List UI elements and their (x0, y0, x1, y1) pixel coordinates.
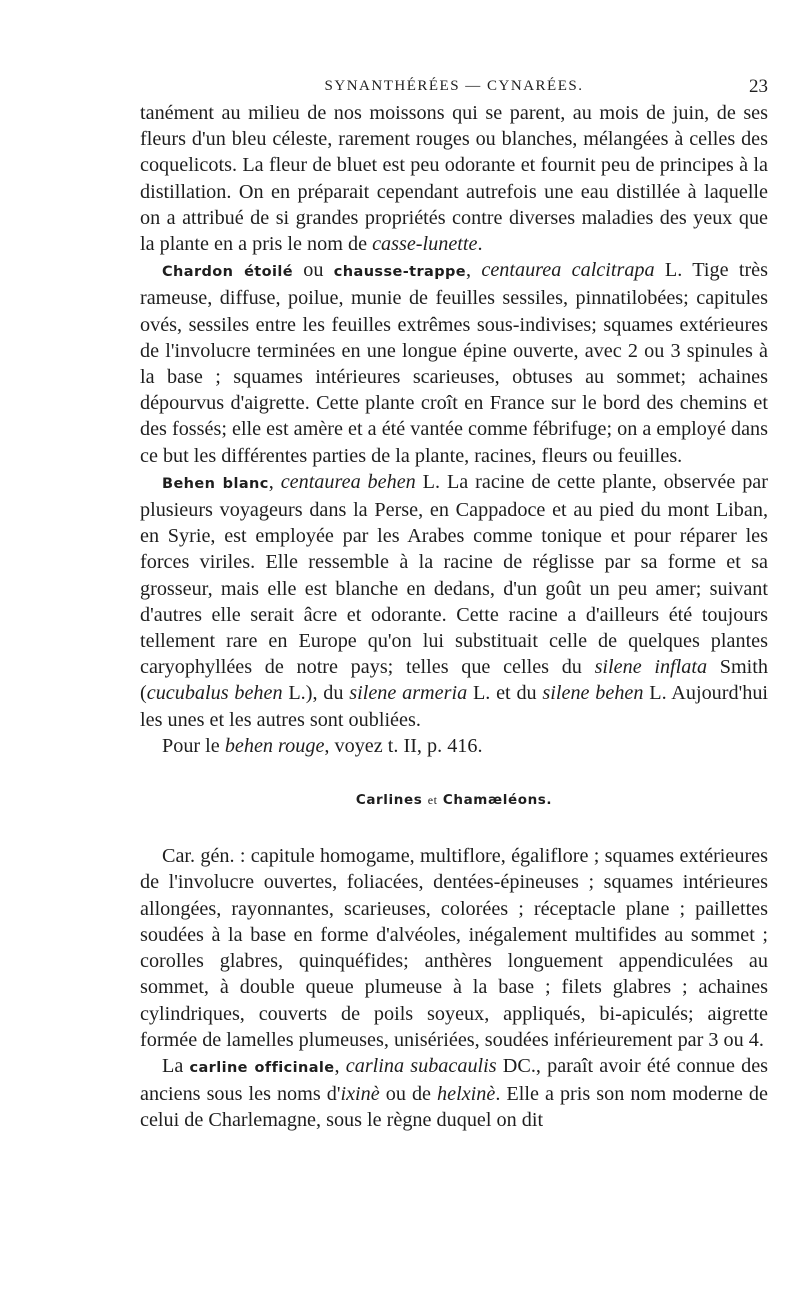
text-segment: L. La racine de cette plante, observée par plusieurs voyageurs dans la Perse, en Cappadoce et au pied du mont Liban, en Syrie, est employée par les Arabes comme tonique et pour réparer les forces viriles. Elle ressemble à la racine de réglisse par sa forme et sa grosseur, mais elle est blanche en dedans, d'un goût un peu amer; suivant d'autres elle serait âcre et odorante. Cette racine a d'ailleurs été toujours tellement rare en Europe qu'on lui substituait celle de quelques plantes caryophyllées de notre pays; telles que celles du (140, 470, 768, 679)
text-segment: L. Tige très rameuse, diffuse, poilue, munie de feuilles sessiles, pinnatilobées; capitules ovés, sessiles entre les feuilles extrêmes sous-indivises; squames extérieures de l'involucre terminées en une longue épine ouverte, avec 2 ou 3 spinules à la base ; squames intérieures scarieuses, obtuses au sommet; achaines dépourvus d'aigrette. Cette plante croît en France sur le bord des chemins et des fossés; elle est amère et a été vantée comme fébrifuge; on a employé dans ce but les différentes parties de la plante, racines, fleurs ou feuilles. (140, 259, 769, 467)
text-segment: Smith ( (140, 656, 768, 705)
italic-term: helxinè (437, 1083, 496, 1106)
text-segment: tanément au milieu de nos moissons qui se parent, au mois de juin, de ses fleurs d'un bleu céleste, rarement rouges ou blanches, mélangées à celles des coquelicots. La fleur de bluet est peu odorante et fournit peu de principes à la distillation. On en préparait cependant autrefois une eau distillée à laquelle on a attribué de si grandes propriétés contre diverses maladies des yeux que la plante en a pris le nom de (140, 102, 768, 256)
section-heading (140, 787, 768, 813)
body-text (140, 100, 768, 1134)
scientific-name: silene armeria (349, 682, 468, 705)
paragraph-chardon-etoile (140, 257, 768, 469)
italic-term: ixinè (340, 1083, 380, 1106)
section-heading-part: Carlines (355, 792, 423, 809)
text-segment: L.), du (282, 682, 350, 705)
entry-heading: chausse-trappe (333, 264, 466, 281)
italic-term: casse-lunette (372, 233, 478, 256)
scientific-name: cucubalus behen (146, 682, 283, 705)
paragraph-carline-officinale (140, 1053, 768, 1134)
text-segment: Pour le (162, 734, 225, 757)
text-segment: , voyez t. II, p. 416. (324, 734, 483, 757)
paragraph-behen-rouge-reference (140, 733, 768, 759)
text-segment: DC., paraît avoir été connue des anciens sous les noms d' (140, 1054, 769, 1106)
scientific-name: silene inflata (594, 656, 708, 679)
scientific-name: silene behen (542, 682, 644, 705)
text-segment: . (477, 233, 483, 256)
running-head: SYNANTHÉRÉES — CYNARÉES. (324, 78, 584, 94)
page-number: 23 (749, 76, 768, 97)
section-heading-conjunction: et (427, 793, 438, 808)
paragraph-behen-blanc (140, 469, 768, 733)
italic-term: behen rouge (224, 734, 325, 757)
text-segment: ou (292, 259, 334, 282)
text-segment: Car. gén. : capitule homogame, multiflore, égaliflore ; squames extérieures de l'involucre ouvertes, foliacées, dentées-épineuses ; squames intérieures allongées, rayonnantes, scarieuses, colorées ; réceptacle plane ; paillettes soudées à la base en forme d'alvéoles, inégalement multifides au sommet ; corolles glabres, quinquéfides; anthères longuement appendiculées au sommet, à double queue plumeuse à la base ; filets glabres ; achaines cylindriques, couverts de poils soyeux, appliqués, bi-apiculés; aigrette formée de lamelles plumeuses, unisériées, soudées inférieurement par 3 ou 4. (140, 845, 768, 1051)
scientific-name: centaurea calcitrapa (481, 259, 655, 282)
text-segment: . Elle a pris son nom moderne de celui de Charlemagne, sous le règne duquel on dit (140, 1083, 768, 1132)
text-segment: ou de (379, 1083, 438, 1106)
text-segment: La (162, 1054, 190, 1077)
scientific-name: centaurea behen (280, 470, 416, 493)
entry-heading: carline officinale (189, 1059, 335, 1076)
page-header (140, 78, 768, 102)
section-heading-part: Chamæléons. (442, 792, 553, 809)
entry-heading: Behen blanc (162, 475, 269, 492)
text-segment: L. Aujourd'hui les unes et les autres sont oubliées. (140, 682, 769, 731)
scientific-name: carlina subacaulis (345, 1054, 497, 1077)
text-segment: L. et du (467, 682, 543, 705)
text-segment: , (268, 470, 281, 493)
entry-heading: Chardon étoilé (162, 264, 293, 281)
paragraph-generic-characters (140, 843, 768, 1053)
text-segment: , (466, 259, 482, 282)
paragraph-bluet-continuation (140, 100, 768, 257)
text-segment: , (334, 1054, 346, 1077)
